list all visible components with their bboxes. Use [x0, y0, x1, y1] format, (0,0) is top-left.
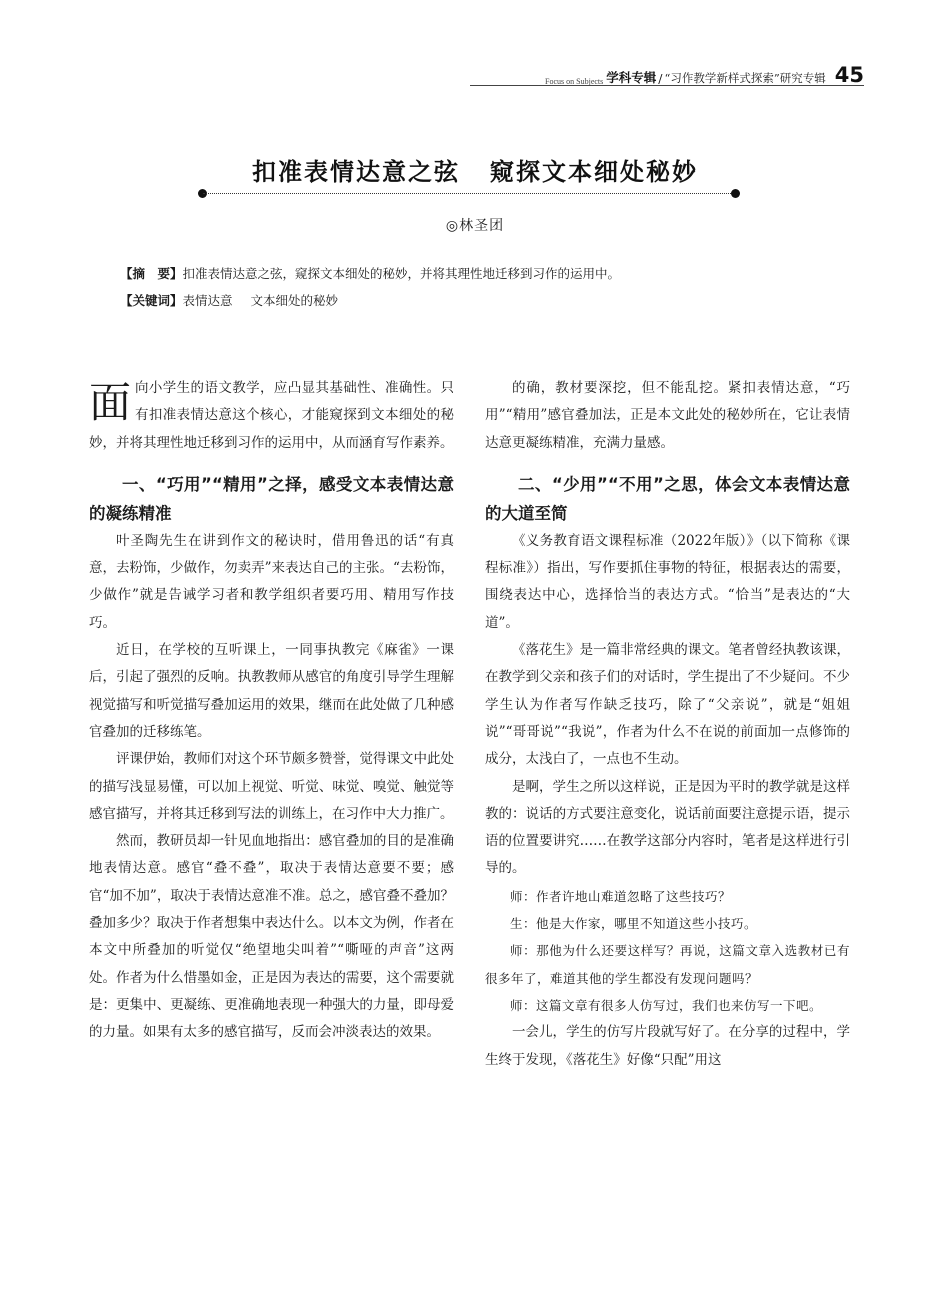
running-header	[470, 62, 864, 86]
paragraph: 评课伊始，教师们对这个环节颇多赞誉，觉得课文中此处的描写浅显易懂，可以加上视觉、听觉、味觉、嗅觉、触觉等感官描写，并将其迁移到写法的训练上，在习作中大力推广。	[89, 751, 454, 822]
header-english-label: Focus on Subjects	[545, 77, 604, 86]
keywords	[120, 292, 840, 310]
section-heading-1: 一、“巧用”“精用”之择，感受文本表情达意的凝练精准	[89, 474, 454, 523]
title-part-1: 扣准表情达意之弦	[252, 158, 460, 186]
header-separator: /	[658, 71, 663, 86]
abstract	[120, 265, 840, 283]
header-column-name: “习作教学新样式探索”研究专辑	[664, 71, 826, 85]
title-part-2: 窥探文本细处秘妙	[490, 158, 698, 186]
dialogue-line: 师：这篇文章有很多人仿写过，我们也来仿写一下吧。	[510, 997, 823, 1013]
title-dotted-rule	[203, 193, 735, 194]
paragraph: 然而，教研员却一针见血地指出：感官叠加的目的是准确地表情达意。感官“叠不叠”，取决于表情达意要不要；感官“加不加”，取决于表情达意准不准。总之，感官叠不叠加？叠加多少？取决于作者想集中表达什么。以本文为例，作者在本文中所叠加的听觉仅“绝望地尖叫着”“嘶哑的声音”这两处。作者为什么惜墨如金，正是因为表达的需要，这个需要就是：更集中、更凝练、更准确地表现一种强大的力量，即母爱的力量。如果有太多的感官描写，反而会冲淡表达的效果。	[89, 833, 454, 1041]
paragraph: 叶圣陶先生在讲到作文的秘诀时，借用鲁迅的话“有真意，去粉饰，少做作，勿卖弄”来表达自己的主张。“去粉饰，少做作”就是告诫学习者和教学组织者要巧用、精用写作技巧。	[89, 532, 454, 631]
paragraph: 是啊，学生之所以这样说，正是因为平时的教学就是这样教的：说话的方式要注意变化，说话前面要注意提示语，提示语的位置要讲究……在教学这部分内容时，笔者是这样进行引导的。	[485, 778, 850, 877]
intro-text: 向小学生的语文教学，应凸显其基础性、准确性。只有扣准表情达意这个核心，才能窥探到文本细处的秘妙，并将其理性地迁移到习作的运用中，从而涵育写作素养。	[89, 380, 454, 451]
left-column	[89, 375, 454, 1047]
intro-paragraph	[89, 375, 454, 457]
dialogue-line: 生：他是大作家，哪里不知道这些小技巧。	[510, 916, 758, 932]
title-rule-right-dot	[731, 189, 740, 198]
header-journal-name: 学科专辑	[606, 70, 657, 85]
header-rule	[470, 85, 864, 86]
dialogue-line: 师：作者许地山难道忽略了这些技巧？	[510, 888, 732, 904]
keywords-label: 【关键词】	[120, 293, 183, 308]
paragraph: 《落花生》是一篇非常经典的课文。笔者曾经执教该课，在教学到父亲和孩子们的对话时，学生提出了不少疑问。不少学生认为作者写作缺乏技巧，除了“父亲说”，就是“姐姐说”“哥哥说”“我说”，作者为什么不在说的前面加一点修饰的成分，太浅白了，一点也不生动。	[485, 642, 850, 768]
abstract-text: 扣准表情达意之弦，窥探文本细处的秘妙，并将其理性地迁移到习作的运用中。	[182, 266, 621, 281]
dialogue-line: 师：那他为什么还要这样写？再说，这篇文章入选教材已有很多年了，难道其他的学生都没有发现问题吗？	[485, 943, 850, 986]
drop-cap: 面	[89, 378, 132, 427]
paragraph: 近日，在学校的互听课上，一同事执教完《麻雀》一课后，引起了强烈的反响。执教教师从感官的角度引导学生理解视觉描写和听觉描写叠加运用的效果，继而在此处做了几种感官叠加的迁移练笔。	[89, 642, 454, 740]
paragraph: 《义务教育语文课程标准（2022年版）》（以下简称《课程标准》）指出，写作要抓住事物的特征，根据表达的需要，围绕表达中心，选择恰当的表达方式。“恰当”是表达的“大道”。	[485, 532, 850, 631]
right-column	[485, 375, 850, 1074]
keyword-1: 表情达意	[182, 293, 233, 308]
section-heading-2: 二、“少用”“不用”之思，体会文本表情达意的大道至简	[485, 474, 850, 523]
page-number: 45	[834, 63, 864, 87]
abstract-label: 【摘 要】	[120, 266, 183, 281]
keyword-2: 文本细处的秘妙	[250, 293, 339, 308]
article-title	[0, 152, 950, 187]
author-line: ◎林圣团	[445, 218, 505, 234]
paragraph: 的确，教材要深挖，但不能乱挖。紧扣表情达意，“巧用”“精用”感官叠加法，正是本文此处的秘妙所在，它让表情达意更凝练精准，充满力量感。	[485, 380, 850, 451]
paragraph: 一会儿，学生的仿写片段就写好了。在分享的过程中，学生终于发现，《落花生》好像“只配”用这	[485, 1024, 850, 1068]
